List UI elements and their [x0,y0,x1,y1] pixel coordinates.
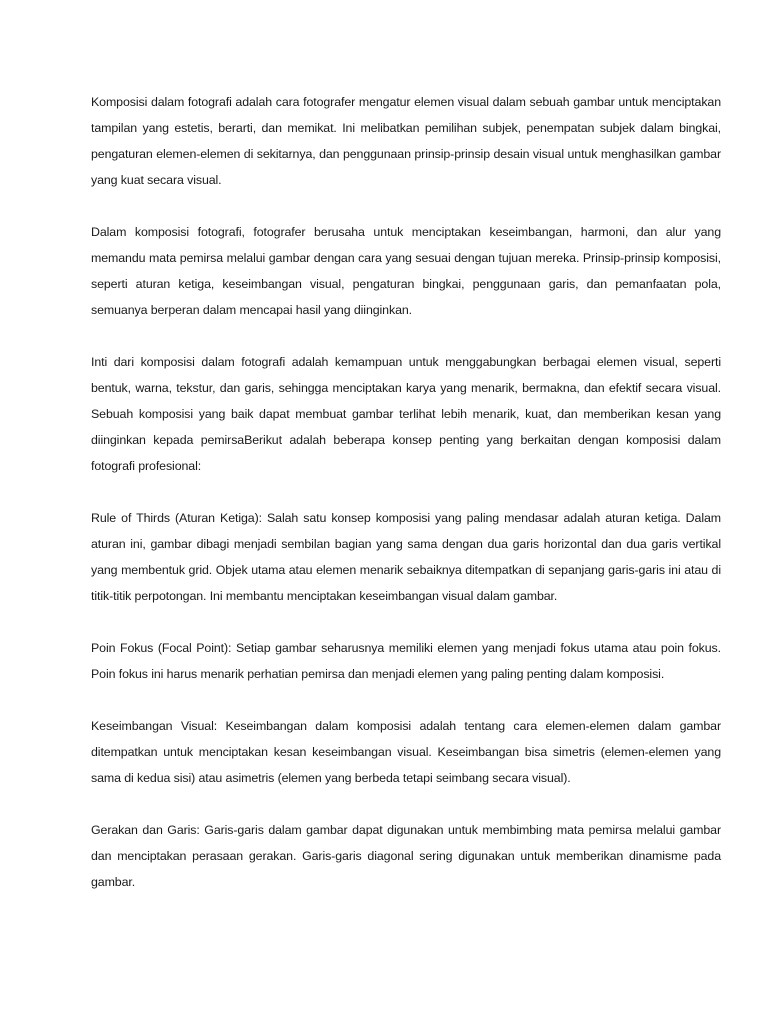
paragraph-visual-balance: Keseimbangan Visual: Keseimbangan dalam komposisi adalah tentang cara elemen-elemen dalam gambar ditempatkan untuk menciptakan kesan keseimbangan visual. Keseimbangan bisa simetris (elemen-elemen yang sama di kedua sisi) atau asimetris (elemen yang berbeda tetapi seimbang secara visual). [91,719,721,785]
paragraph-core: Inti dari komposisi dalam fotografi adalah kemampuan untuk menggabungkan berbagai elemen visual, seperti bentuk, warna, tekstur, dan garis, sehingga menciptakan karya yang menarik, bermakna, dan efektif secara visual. Sebuah komposisi yang baik dapat membuat gambar terlihat lebih menarik, kuat, dan memberikan kesan yang diinginkan kepada pemirsaBerikut adalah beberapa konsep penting yang berkaitan dengan komposisi dalam fotografi profesional: [91,355,721,473]
paragraph-intro: Komposisi dalam fotografi adalah cara fotografer mengatur elemen visual dalam sebuah gambar untuk menciptakan tampilan yang estetis, berarti, dan memikat. Ini melibatkan pemilihan subjek, penempatan subjek dalam bingkai, pengaturan elemen-elemen di sekitarnya, dan penggunaan prinsip-prinsip desain visual untuk menghasilkan gambar yang kuat secara visual. [91,95,721,187]
paragraph-movement-lines: Gerakan dan Garis: Garis-garis dalam gambar dapat digunakan untuk membimbing mata pemirsa melalui gambar dan menciptakan perasaan gerakan. Garis-garis diagonal sering digunakan untuk memberikan dinamisme pada gambar. [91,823,721,889]
paragraph-focal-point: Poin Fokus (Focal Point): Setiap gambar seharusnya memiliki elemen yang menjadi fokus utama atau poin fokus. Poin fokus ini harus menarik perhatian pemirsa dan menjadi elemen yang paling penting dalam komposisi. [91,641,721,681]
paragraph-principles: Dalam komposisi fotografi, fotografer berusaha untuk menciptakan keseimbangan, harmoni, dan alur yang memandu mata pemirsa melalui gambar dengan cara yang sesuai dengan tujuan mereka. Prinsip-prinsip komposisi, seperti aturan ketiga, keseimbangan visual, pengaturan bingkai, penggunaan garis, dan pemanfaatan pola, semuanya berperan dalam mencapai hasil yang diinginkan. [91,225,721,317]
paragraph-rule-of-thirds: Rule of Thirds (Aturan Ketiga): Salah satu konsep komposisi yang paling mendasar adalah aturan ketiga. Dalam aturan ini, gambar dibagi menjadi sembilan bagian yang sama dengan dua garis horizontal dan dua garis vertikal yang membentuk grid. Objek utama atau elemen menarik sebaiknya ditempatkan di sepanjang garis-garis ini atau di titik-titik perpotongan. Ini membantu menciptakan keseimbangan visual dalam gambar. [91,511,721,603]
